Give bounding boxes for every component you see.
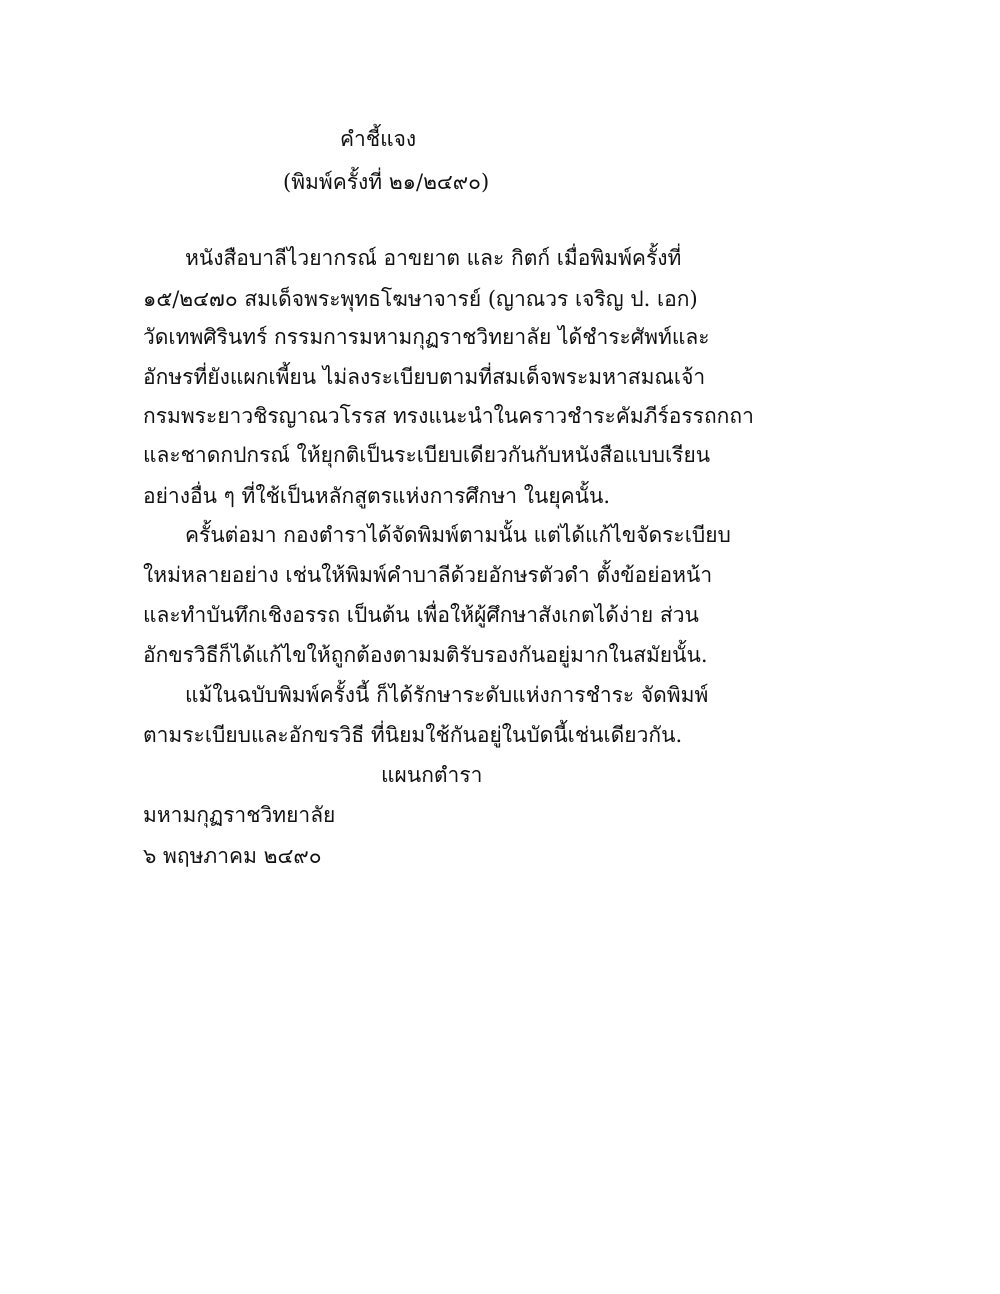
- paragraph-1-line-2: ๑๕/๒๔๗๐ สมเด็จพระพุทธโฆษาจารย์ (ญาณวร เจริญ ป. เอก): [143, 287, 698, 311]
- paragraph-1-line-3: วัดเทพศิรินทร์ กรรมการมหามกุฏราชวิทยาลัย ได้ชำระศัพท์และ: [143, 325, 710, 349]
- paragraph-2-line-3: และทำบันทึกเชิงอรรถ เป็นต้น เพื่อให้ผู้ศึกษาสังเกตได้ง่าย ส่วน: [143, 603, 699, 627]
- paragraph-3-line-1: แม้ในฉบับพิมพ์ครั้งนี้ ก็ได้รักษาระดับแห่งการชำระ จัดพิมพ์: [185, 683, 709, 707]
- signature-institution: มหามกุฏราชวิทยาลัย: [143, 803, 336, 827]
- document-title: คำชี้แจง: [340, 127, 417, 151]
- signature-department: แผนกตำรา: [381, 763, 483, 787]
- paragraph-1-line-4: อักษรที่ยังแผกเพี้ยน ไม่ลงระเบียบตามที่สมเด็จพระมหาสมณเจ้า: [143, 365, 706, 389]
- paragraph-2-line-4: อักขรวิธีก็ได้แก้ไขให้ถูกต้องตามมติรับรองกันอยู่มากในสมัยนั้น.: [143, 643, 708, 667]
- paragraph-1-line-7: อย่างอื่น ๆ ที่ใช้เป็นหลักสูตรแห่งการศึกษา ในยุคนั้น.: [143, 484, 611, 508]
- paragraph-2-line-1: ครั้นต่อมา กองตำราได้จัดพิมพ์ตามนั้น แต่ได้แก้ไขจัดระเบียบ: [185, 523, 731, 547]
- paragraph-2-line-2: ใหม่หลายอย่าง เช่นให้พิมพ์คำบาลีด้วยอักษรตัวดำ ตั้งข้อย่อหน้า: [143, 563, 713, 587]
- paragraph-3-line-2: ตามระเบียบและอักขรวิธี ที่นิยมใช้กันอยู่ในบัดนี้เช่นเดียวกัน.: [143, 723, 683, 747]
- paragraph-1-line-6: และชาดกปกรณ์ ให้ยุกติเป็นระเบียบเดียวกันกับหนังสือแบบเรียน: [143, 443, 711, 467]
- paragraph-1-line-5: กรมพระยาวชิรญาณวโรรส ทรงแนะนำในคราวชำระคัมภีร์อรรถกถา: [143, 404, 754, 428]
- document-subtitle: (พิมพ์ครั้งที่ ๒๑/๒๔๙๐): [283, 170, 490, 194]
- paragraph-1-line-1: หนังสือบาลีไวยากรณ์ อาขยาต และ กิตก์ เมื่อพิมพ์ครั้งที่: [185, 246, 682, 270]
- signature-date: ๖ พฤษภาคม ๒๔๙๐: [143, 844, 322, 868]
